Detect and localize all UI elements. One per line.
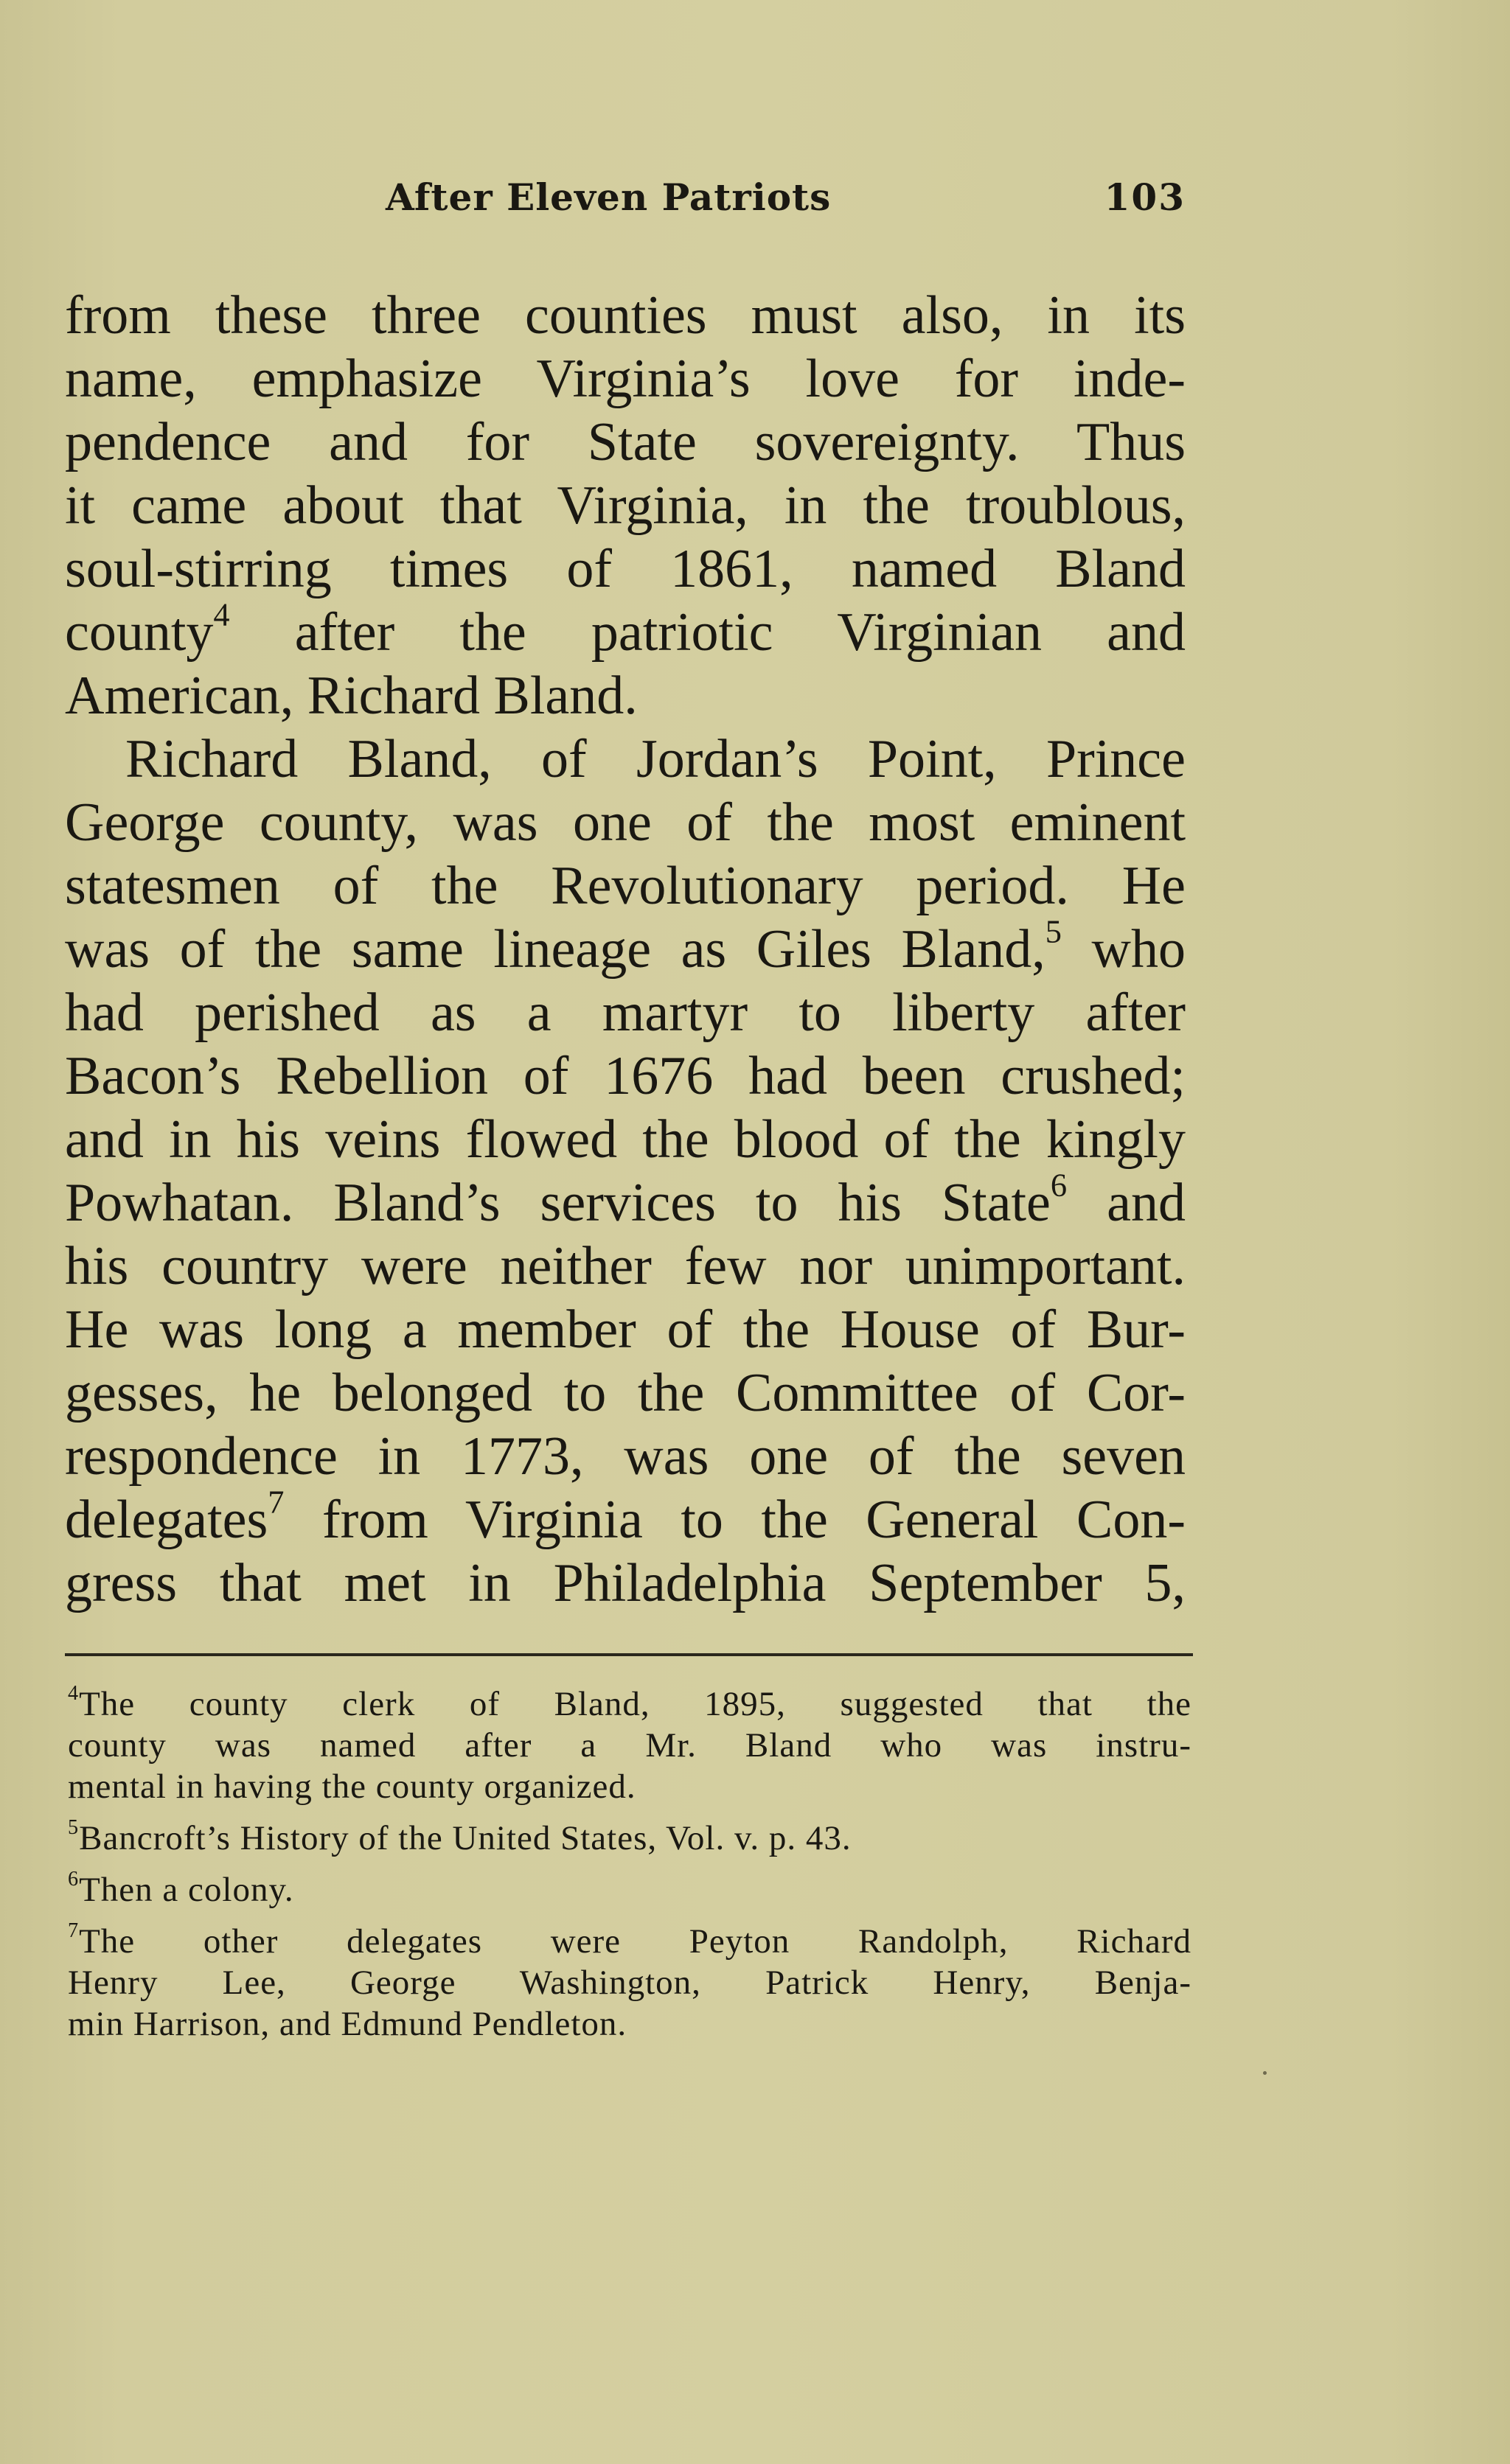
text-line: statesmen of the Revolutionary period. He [65, 856, 1186, 916]
text-line: pendence and for State sovereignty. Thus [65, 412, 1186, 472]
text-line: county$^4$ after the patriotic Virginian and [65, 596, 1186, 663]
footnote-7 [68, 1921, 1191, 2045]
text-line: was of the same lineage as Giles Bland,$^5$ who [65, 912, 1186, 980]
text-line: Powhatan. Bland’s services to his State$^6$ and [65, 1166, 1186, 1233]
text-line: name, emphasize Virginia’s love for inde- [65, 349, 1186, 409]
page-number: 103 [1104, 175, 1186, 219]
text-line: Richard Bland, of Jordan’s Point, Prince [125, 729, 1186, 789]
text-line: He was long a member of the House of Bur- [65, 1299, 1186, 1360]
footnote-line: $^6$Then a colony. [68, 1867, 294, 1909]
footnote-ref: 7 [268, 1483, 285, 1521]
text-line: from these three counties must also, in its [65, 285, 1186, 346]
text-line: delegates$^7$ from Virginia to the General Con- [65, 1483, 1186, 1550]
footnote-line: $^7$The other delegates were Peyton Randolph, Richard [68, 1919, 1191, 1961]
running-title: After Eleven Patriots [386, 175, 832, 219]
text-line: his country were neither few nor unimportant. [65, 1236, 1186, 1296]
footnote-mark: 6 [68, 1867, 80, 1891]
footnote-ref: 4 [213, 596, 230, 633]
text-line: and in his veins flowed the blood of the kingly [65, 1109, 1186, 1170]
footnote-line: mental in having the county organized. [68, 1767, 636, 1806]
footnote-line: min Harrison, and Edmund Pendleton. [68, 2005, 627, 2043]
footnotes [68, 1683, 1191, 2045]
text-line: George county, was one of the most eminent [65, 792, 1186, 853]
footnote-5 [68, 1815, 1191, 1859]
text-line: gress that met in Philadelphia September 5, [65, 1553, 1186, 1613]
footnote-6 [68, 1869, 1191, 1910]
text-line: respondence in 1773, was one of the seven [65, 1426, 1186, 1487]
text-line: gesses, he belonged to the Committee of Cor- [65, 1363, 1186, 1423]
text-line: had perished as a martyr to liberty after [65, 983, 1186, 1043]
text-line: American, Richard Bland. [65, 666, 638, 726]
text-line: it came about that Virginia, in the troublous, [65, 475, 1186, 536]
text-line: Bacon’s Rebellion of 1676 had been crushed; [65, 1046, 1186, 1106]
footnote-mark: 4 [68, 1681, 80, 1705]
footnote-ref: 5 [1045, 912, 1062, 950]
footnote-4 [68, 1683, 1191, 1807]
footnote-ref: 6 [1050, 1166, 1068, 1204]
footnote-line: $^4$The county clerk of Bland, 1895, suggested that the [68, 1681, 1191, 1723]
text-line: soul-stirring times of 1861, named Bland [65, 539, 1186, 599]
footnote-mark: 7 [68, 1919, 80, 1942]
paper-speck [1263, 2071, 1267, 2075]
main-text [65, 284, 1186, 1615]
footnote-line: $^5$Bancroft’s History of the United States, Vol. v. p. 43. [68, 1815, 852, 1857]
footnote-line: county was named after a Mr. Bland who was instru- [68, 1726, 1191, 1765]
footnote-divider [65, 1653, 1193, 1656]
footnote-line: Henry Lee, George Washington, Patrick Henry, Benja- [68, 1964, 1191, 2002]
footnote-mark: 5 [68, 1815, 80, 1839]
page-header [65, 175, 1186, 234]
